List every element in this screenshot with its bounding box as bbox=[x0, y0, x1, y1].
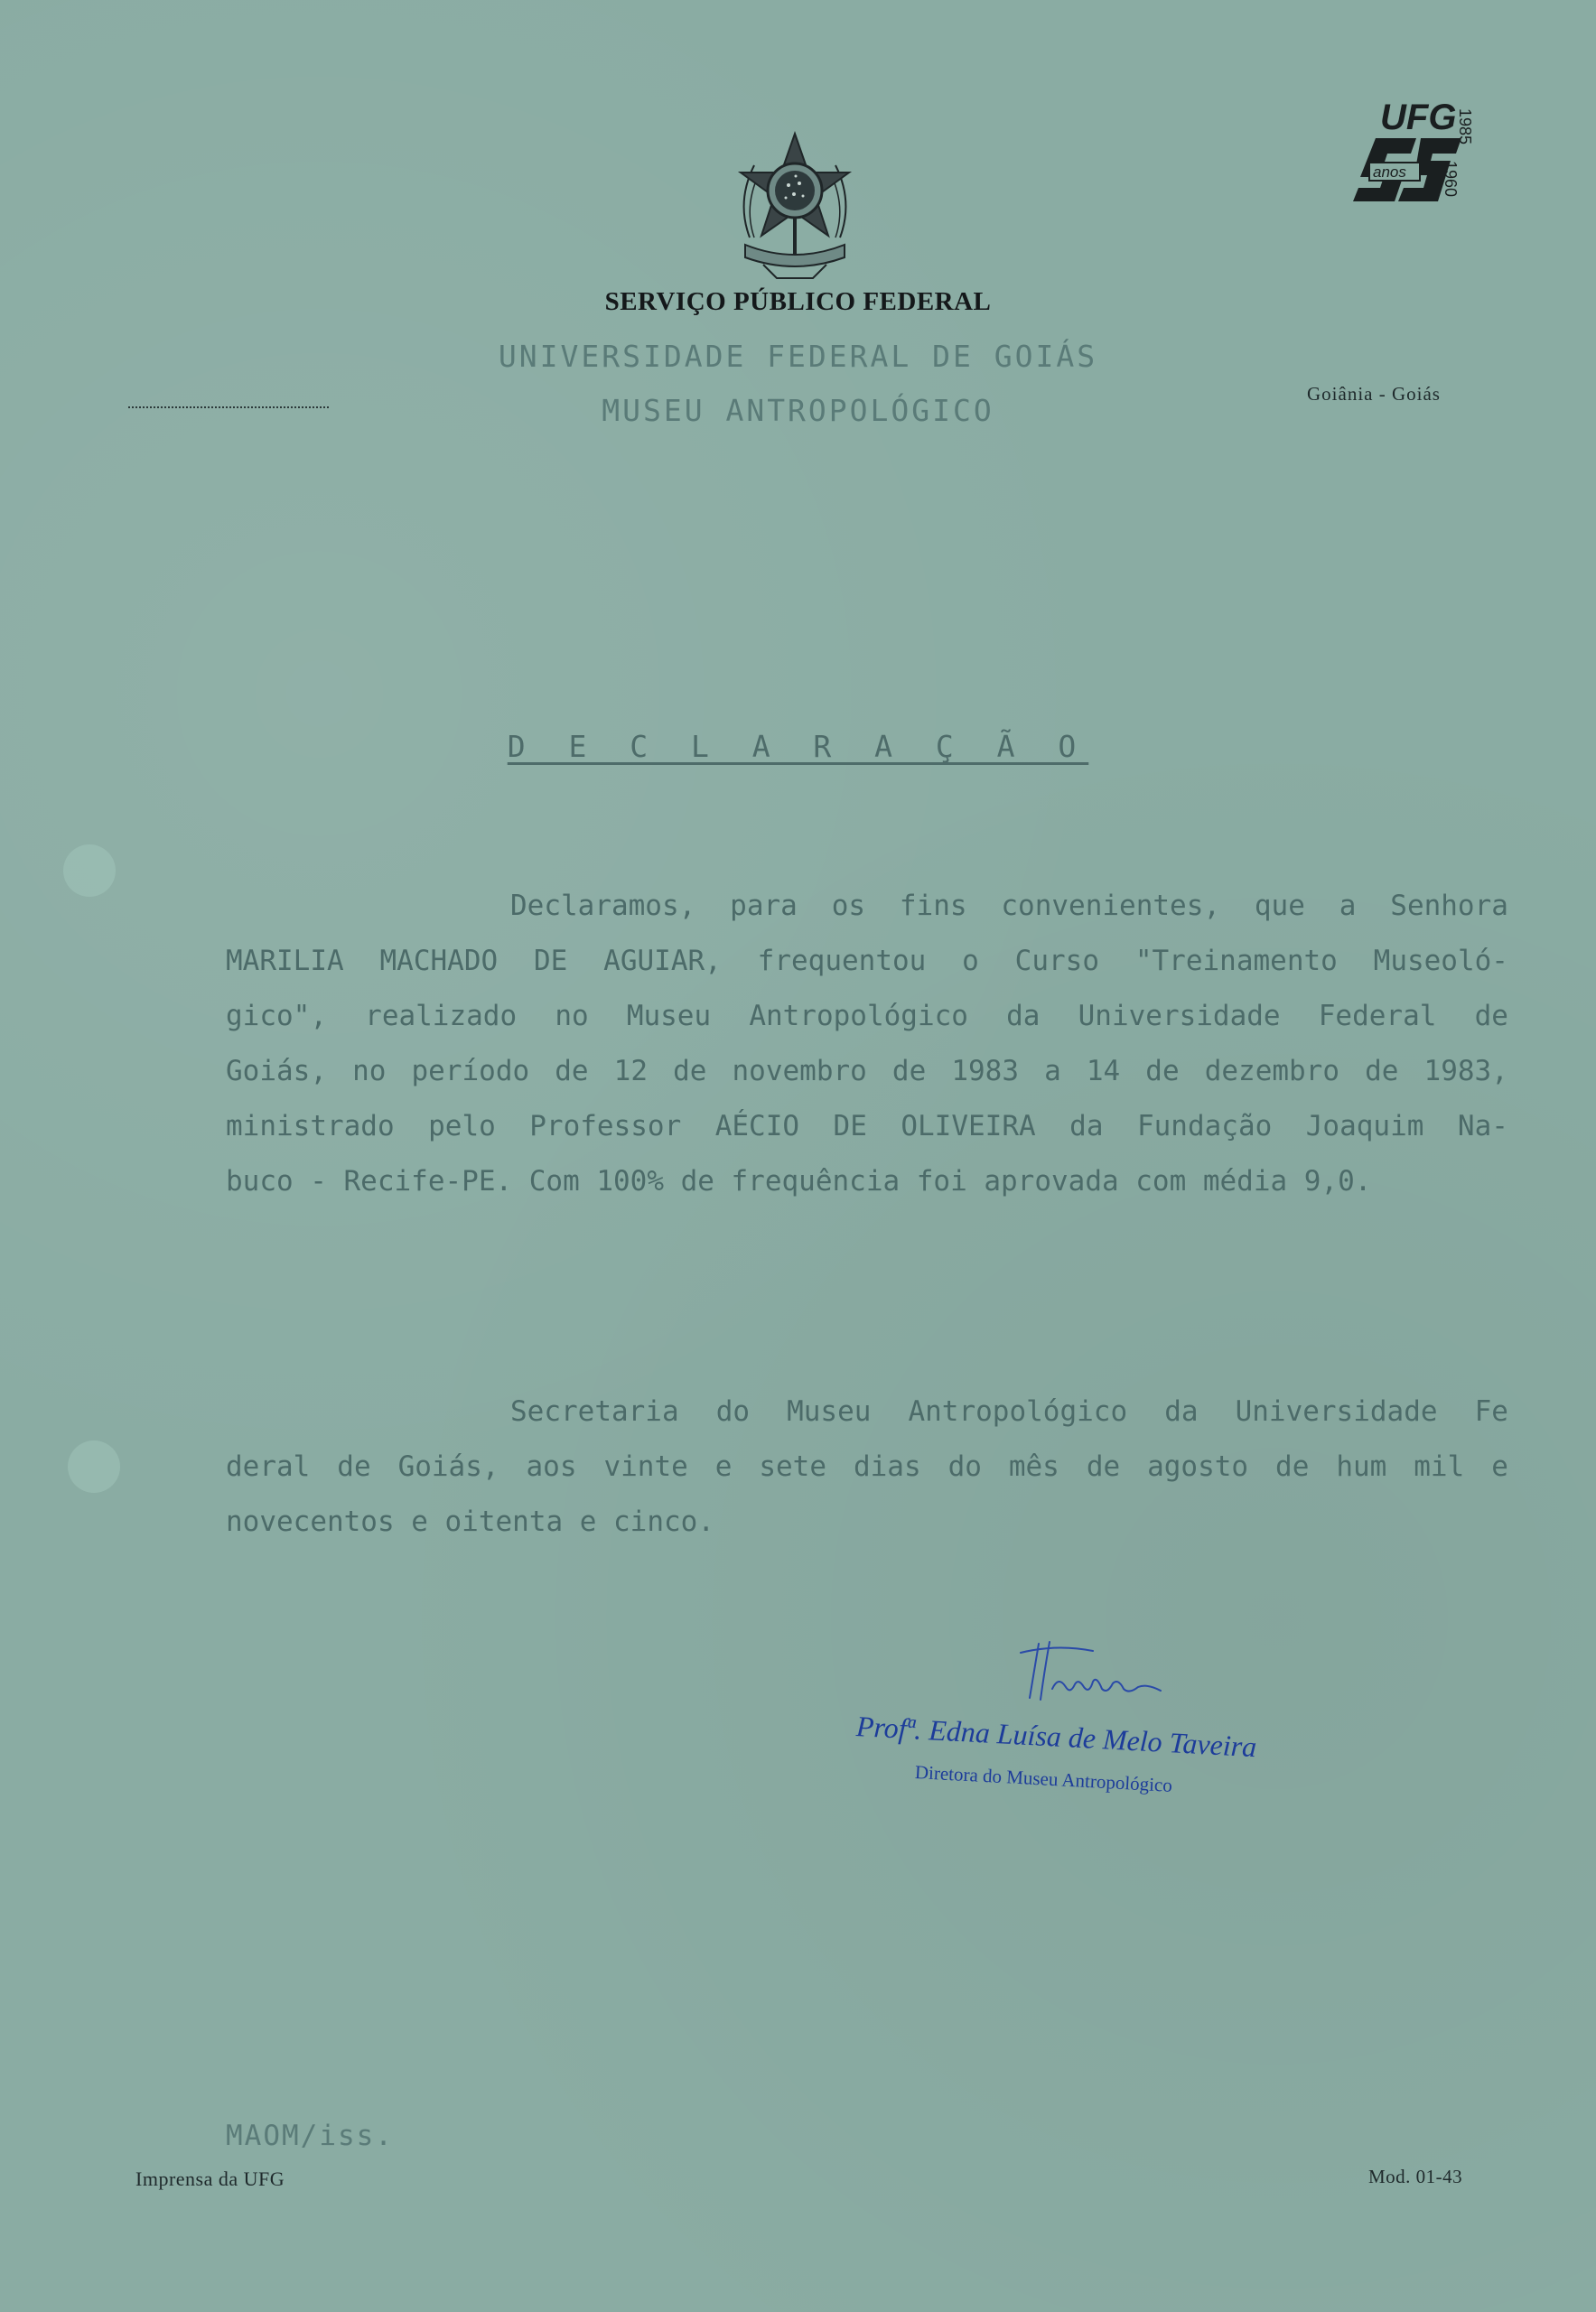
closing-line bbox=[226, 1506, 1508, 1561]
word: Goiás, bbox=[226, 1055, 327, 1087]
body-paragraph bbox=[226, 890, 1508, 1220]
word: Antropológico bbox=[908, 1395, 1128, 1428]
word: Goiás, bbox=[397, 1450, 499, 1483]
word: de bbox=[680, 1165, 714, 1198]
body-line bbox=[226, 890, 1508, 945]
word: Curso bbox=[1014, 945, 1099, 977]
punch-hole bbox=[63, 844, 116, 897]
word: Fundação bbox=[1136, 1110, 1273, 1142]
handwritten-signature bbox=[1003, 1635, 1174, 1716]
word: - bbox=[310, 1165, 327, 1198]
word: e bbox=[714, 1450, 733, 1483]
word: 1983 bbox=[951, 1055, 1019, 1087]
word: oitenta bbox=[444, 1506, 564, 1538]
word: gico", bbox=[226, 1000, 327, 1032]
word: média bbox=[1202, 1165, 1288, 1198]
word: Antropológico bbox=[749, 1000, 968, 1032]
word: agosto bbox=[1147, 1450, 1249, 1483]
word: mês bbox=[1008, 1450, 1059, 1483]
closing-line bbox=[226, 1395, 1508, 1450]
word: Museoló- bbox=[1373, 945, 1508, 977]
word: da bbox=[1164, 1395, 1199, 1428]
word: os bbox=[831, 890, 866, 922]
body-line bbox=[226, 1055, 1508, 1110]
word: período bbox=[411, 1055, 530, 1087]
word: realizado bbox=[365, 1000, 518, 1032]
word: de bbox=[555, 1055, 589, 1087]
body-line bbox=[226, 1165, 1508, 1220]
location-text: Goiânia - Goiás bbox=[1307, 383, 1441, 405]
word: AÉCIO bbox=[714, 1110, 800, 1142]
word: que bbox=[1254, 890, 1305, 922]
word: Senhora bbox=[1390, 890, 1508, 922]
word: DE bbox=[833, 1110, 867, 1142]
word: a bbox=[1339, 890, 1357, 922]
word: de bbox=[1145, 1055, 1180, 1087]
word: 12 bbox=[613, 1055, 648, 1087]
word: do bbox=[947, 1450, 982, 1483]
word: mil bbox=[1414, 1450, 1465, 1483]
word: dias bbox=[853, 1450, 921, 1483]
word: cinco. bbox=[613, 1506, 714, 1538]
word: 9,0. bbox=[1303, 1165, 1372, 1198]
ufg-logo-years-label: anos bbox=[1373, 163, 1406, 181]
word: fins bbox=[899, 890, 967, 922]
brazil-coat-of-arms-icon bbox=[727, 129, 863, 283]
word: frequência bbox=[731, 1165, 901, 1198]
word: Recife-PE. bbox=[343, 1165, 513, 1198]
word: Fe bbox=[1474, 1395, 1508, 1428]
word: OLIVEIRA bbox=[901, 1110, 1036, 1142]
word: de bbox=[337, 1450, 371, 1483]
word: hum bbox=[1336, 1450, 1387, 1483]
word: MACHADO bbox=[379, 945, 499, 977]
declaration-title: D E C L A R A Ç Ã O bbox=[507, 729, 1089, 764]
word: Com bbox=[528, 1165, 580, 1198]
word: DE bbox=[534, 945, 568, 977]
signer-name: Profª. Edna Luísa de Melo Taveira bbox=[855, 1710, 1258, 1764]
word: AGUIAR, bbox=[603, 945, 722, 977]
word: no bbox=[555, 1000, 589, 1032]
word: Professor bbox=[529, 1110, 682, 1142]
word: Museu bbox=[787, 1395, 872, 1428]
word: da bbox=[1069, 1110, 1104, 1142]
word: Universidade bbox=[1078, 1000, 1281, 1032]
word: a bbox=[1044, 1055, 1061, 1087]
word: e bbox=[579, 1506, 597, 1538]
word: de bbox=[1086, 1450, 1121, 1483]
body-line bbox=[226, 1110, 1508, 1165]
word: sete bbox=[759, 1450, 827, 1483]
word: de bbox=[891, 1055, 927, 1087]
word: buco bbox=[226, 1165, 294, 1198]
word: "Treinamento bbox=[1134, 945, 1338, 977]
ufg-logo-graphic bbox=[1344, 98, 1490, 215]
header-title: SERVIÇO PÚBLICO FEDERAL bbox=[604, 287, 992, 316]
museum-stamp: MUSEU ANTROPOLÓGICO bbox=[602, 393, 994, 428]
form-code: Mod. 01-43 bbox=[1368, 2166, 1463, 2187]
word: para bbox=[730, 890, 798, 922]
ufg-25-anos-logo-icon bbox=[1344, 98, 1490, 215]
word: pelo bbox=[428, 1110, 496, 1142]
word: Secretaria bbox=[510, 1395, 679, 1428]
typist-initials: MAOM/iss. bbox=[226, 2120, 394, 2152]
reference-dotted-line bbox=[128, 406, 329, 408]
word: Declaramos, bbox=[510, 890, 696, 922]
word: de bbox=[1474, 1000, 1508, 1032]
signer-title: Diretora do Museu Antropológico bbox=[914, 1761, 1173, 1796]
word: e bbox=[411, 1506, 428, 1538]
word: foi bbox=[916, 1165, 967, 1198]
word: convenientes, bbox=[1001, 890, 1221, 922]
word: 100% bbox=[596, 1165, 664, 1198]
body-line bbox=[226, 945, 1508, 1000]
ufg-logo-start-year: 1960 bbox=[1442, 161, 1460, 198]
word: com bbox=[1135, 1165, 1187, 1198]
university-stamp: UNIVERSIDADE FEDERAL DE GOIÁS bbox=[498, 339, 1098, 374]
word: da bbox=[1006, 1000, 1041, 1032]
ufg-logo-end-year: 1985 bbox=[1456, 108, 1474, 145]
word: ministrado bbox=[226, 1110, 395, 1142]
closing-line bbox=[226, 1450, 1508, 1506]
punch-hole bbox=[68, 1440, 120, 1493]
word: 1983, bbox=[1423, 1055, 1508, 1087]
word: 14 bbox=[1086, 1055, 1121, 1087]
word: o bbox=[962, 945, 979, 977]
word: aos bbox=[526, 1450, 577, 1483]
word: Na- bbox=[1457, 1110, 1508, 1142]
ufg-logo-text: UFG bbox=[1380, 98, 1457, 137]
word: de bbox=[1275, 1450, 1310, 1483]
word: do bbox=[715, 1395, 751, 1428]
word: MARILIA bbox=[226, 945, 344, 977]
word: novembro bbox=[732, 1055, 867, 1087]
printer-credit: Imprensa da UFG bbox=[135, 2168, 285, 2190]
body-line bbox=[226, 1000, 1508, 1055]
word: Joaquim bbox=[1305, 1110, 1424, 1142]
word: deral bbox=[226, 1450, 311, 1483]
closing-paragraph bbox=[226, 1395, 1508, 1561]
word: de bbox=[673, 1055, 707, 1087]
word: no bbox=[352, 1055, 387, 1087]
word: de bbox=[1365, 1055, 1399, 1087]
word: Federal bbox=[1318, 1000, 1437, 1032]
word: frequentou bbox=[757, 945, 927, 977]
word: dezembro bbox=[1204, 1055, 1340, 1087]
word: e bbox=[1491, 1450, 1508, 1483]
word: aprovada bbox=[984, 1165, 1119, 1198]
word: Universidade bbox=[1235, 1395, 1438, 1428]
word: novecentos bbox=[226, 1506, 395, 1538]
word: vinte bbox=[603, 1450, 688, 1483]
word: Museu bbox=[626, 1000, 712, 1032]
